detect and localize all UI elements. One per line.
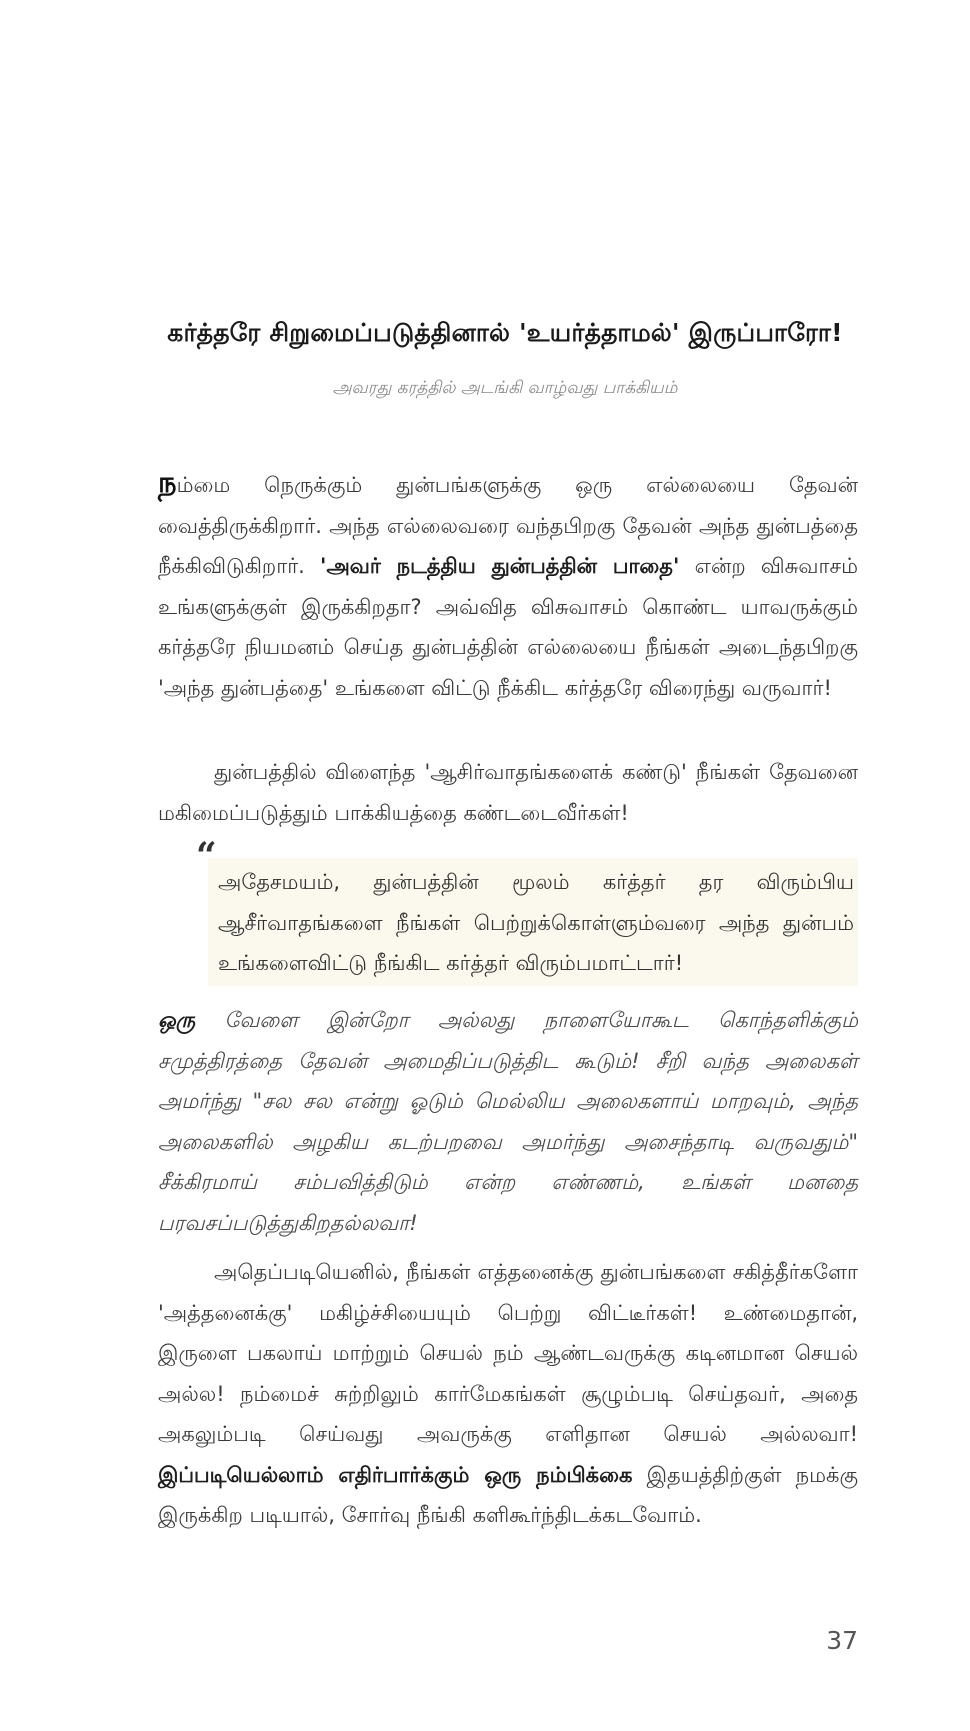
chapter-title: கர்த்தரே சிறுமைப்படுத்தினால் 'உயர்த்தாமல்' இருப்பாரோ! <box>167 318 843 347</box>
quote-mark-icon: “ <box>196 835 217 877</box>
drop-cap: ந <box>158 465 177 499</box>
paragraph-4 <box>158 1252 858 1536</box>
paragraph-3 <box>158 1000 858 1243</box>
page-number: 37 <box>826 1626 858 1655</box>
pull-quote: அதேசமயம், துன்பத்தின் மூலம் கர்த்தர் தர விரும்பிய ஆசீர்வாதங்களை நீங்கள் பெற்றுக்கொள்ளும்வரை அந்த துன்பம் உங்களைவிட்டு நீங்கிட கர்த்தர் விரும்பமாட்டார்! <box>218 870 854 975</box>
paragraph-1-text-b: என்ற விசுவாசம் உங்களுக்குள் இருக்கிறதா? அவ்வித விசுவாசம் கொண்ட யாவருக்கும் கர்த்தரே நியமனம் செய்த துன்பத்தின் எல்லையை நீங்கள் அடைந்தபிறகு 'அந்த துன்பத்தை' உங்களை விட்டு நீக்கிட கர்த்தரே விரைந்து வருவார்! <box>158 554 858 700</box>
paragraph-1-text-a: ம்மை நெருக்கும் துன்பங்களுக்கு ஒரு எல்லையை தேவன் வைத்திருக்கிறார். அந்த எல்லைவரை வந்தபிறகு தேவன் அந்த துன்பத்தை நீக்கிவிடுகிறார். <box>158 473 858 578</box>
paragraph-4-text-b: இதயத்திற்குள் நமக்கு இருக்கிற படியால், சோர்வு நீங்கி களிகூர்ந்திடக்கடவோம். <box>158 1462 858 1527</box>
paragraph-4-emphasis: இப்படியெல்லாம் எதிர்பார்க்கும் ஒரு நம்பிக்கை <box>158 1462 633 1487</box>
paragraph-1-emphasis: 'அவர் நடத்திய துன்பத்தின் பாதை' <box>320 554 680 578</box>
paragraph-3-text: வேளை இன்றோ அல்லது நாளையோகூட கொந்தளிக்கும் சமுத்திரத்தை தேவன் அமைதிப்படுத்திட கூடும்! சீறி வந்த அலைகள் அமர்ந்து "சல சல என்று ஓடும் மெல்லிய அலைகளாய் மாறவும், அந்த அலைகளில் அழகிய கடற்பறவை அமர்ந்து அசைந்தாடி வருவதும்" சீக்கிரமாய் சம்பவித்திடும் என்ற எண்ணம், உங்கள் மனதை பரவசப்படுத்துகிறதல்லவா! <box>158 1008 858 1235</box>
paragraph-4-text-a: அதெப்படியெனில், நீங்கள் எத்தனைக்கு துன்பங்களை சகித்தீர்களோ 'அத்தனைக்கு' மகிழ்ச்சியையும் பெற்று விட்டீர்கள்! உண்மைதான், இருளை பகலாய் மாற்றும் செயல் நம் ஆண்டவருக்கு கடினமான செயல் அல்ல! நம்மைச் சுற்றிலும் கார்மேகங்கள் சூழும்படி செய்தவர், அதை அகலும்படி செய்வது அவருக்கு எளிதான செயல் அல்லவா! <box>158 1260 858 1446</box>
paragraph-1 <box>158 462 858 708</box>
chapter-subtitle: அவரது கரத்தில் அடங்கி வாழ்வது பாக்கியம் <box>332 378 678 398</box>
paragraph-2: துன்பத்தில் விளைந்த 'ஆசிர்வாதங்களைக் கண்டு' நீங்கள் தேவனை மகிமைப்படுத்தும் பாக்கியத்தை கண்டடைவீர்கள்! <box>158 760 858 825</box>
paragraph-3-lead: ஒரு <box>158 1008 196 1032</box>
